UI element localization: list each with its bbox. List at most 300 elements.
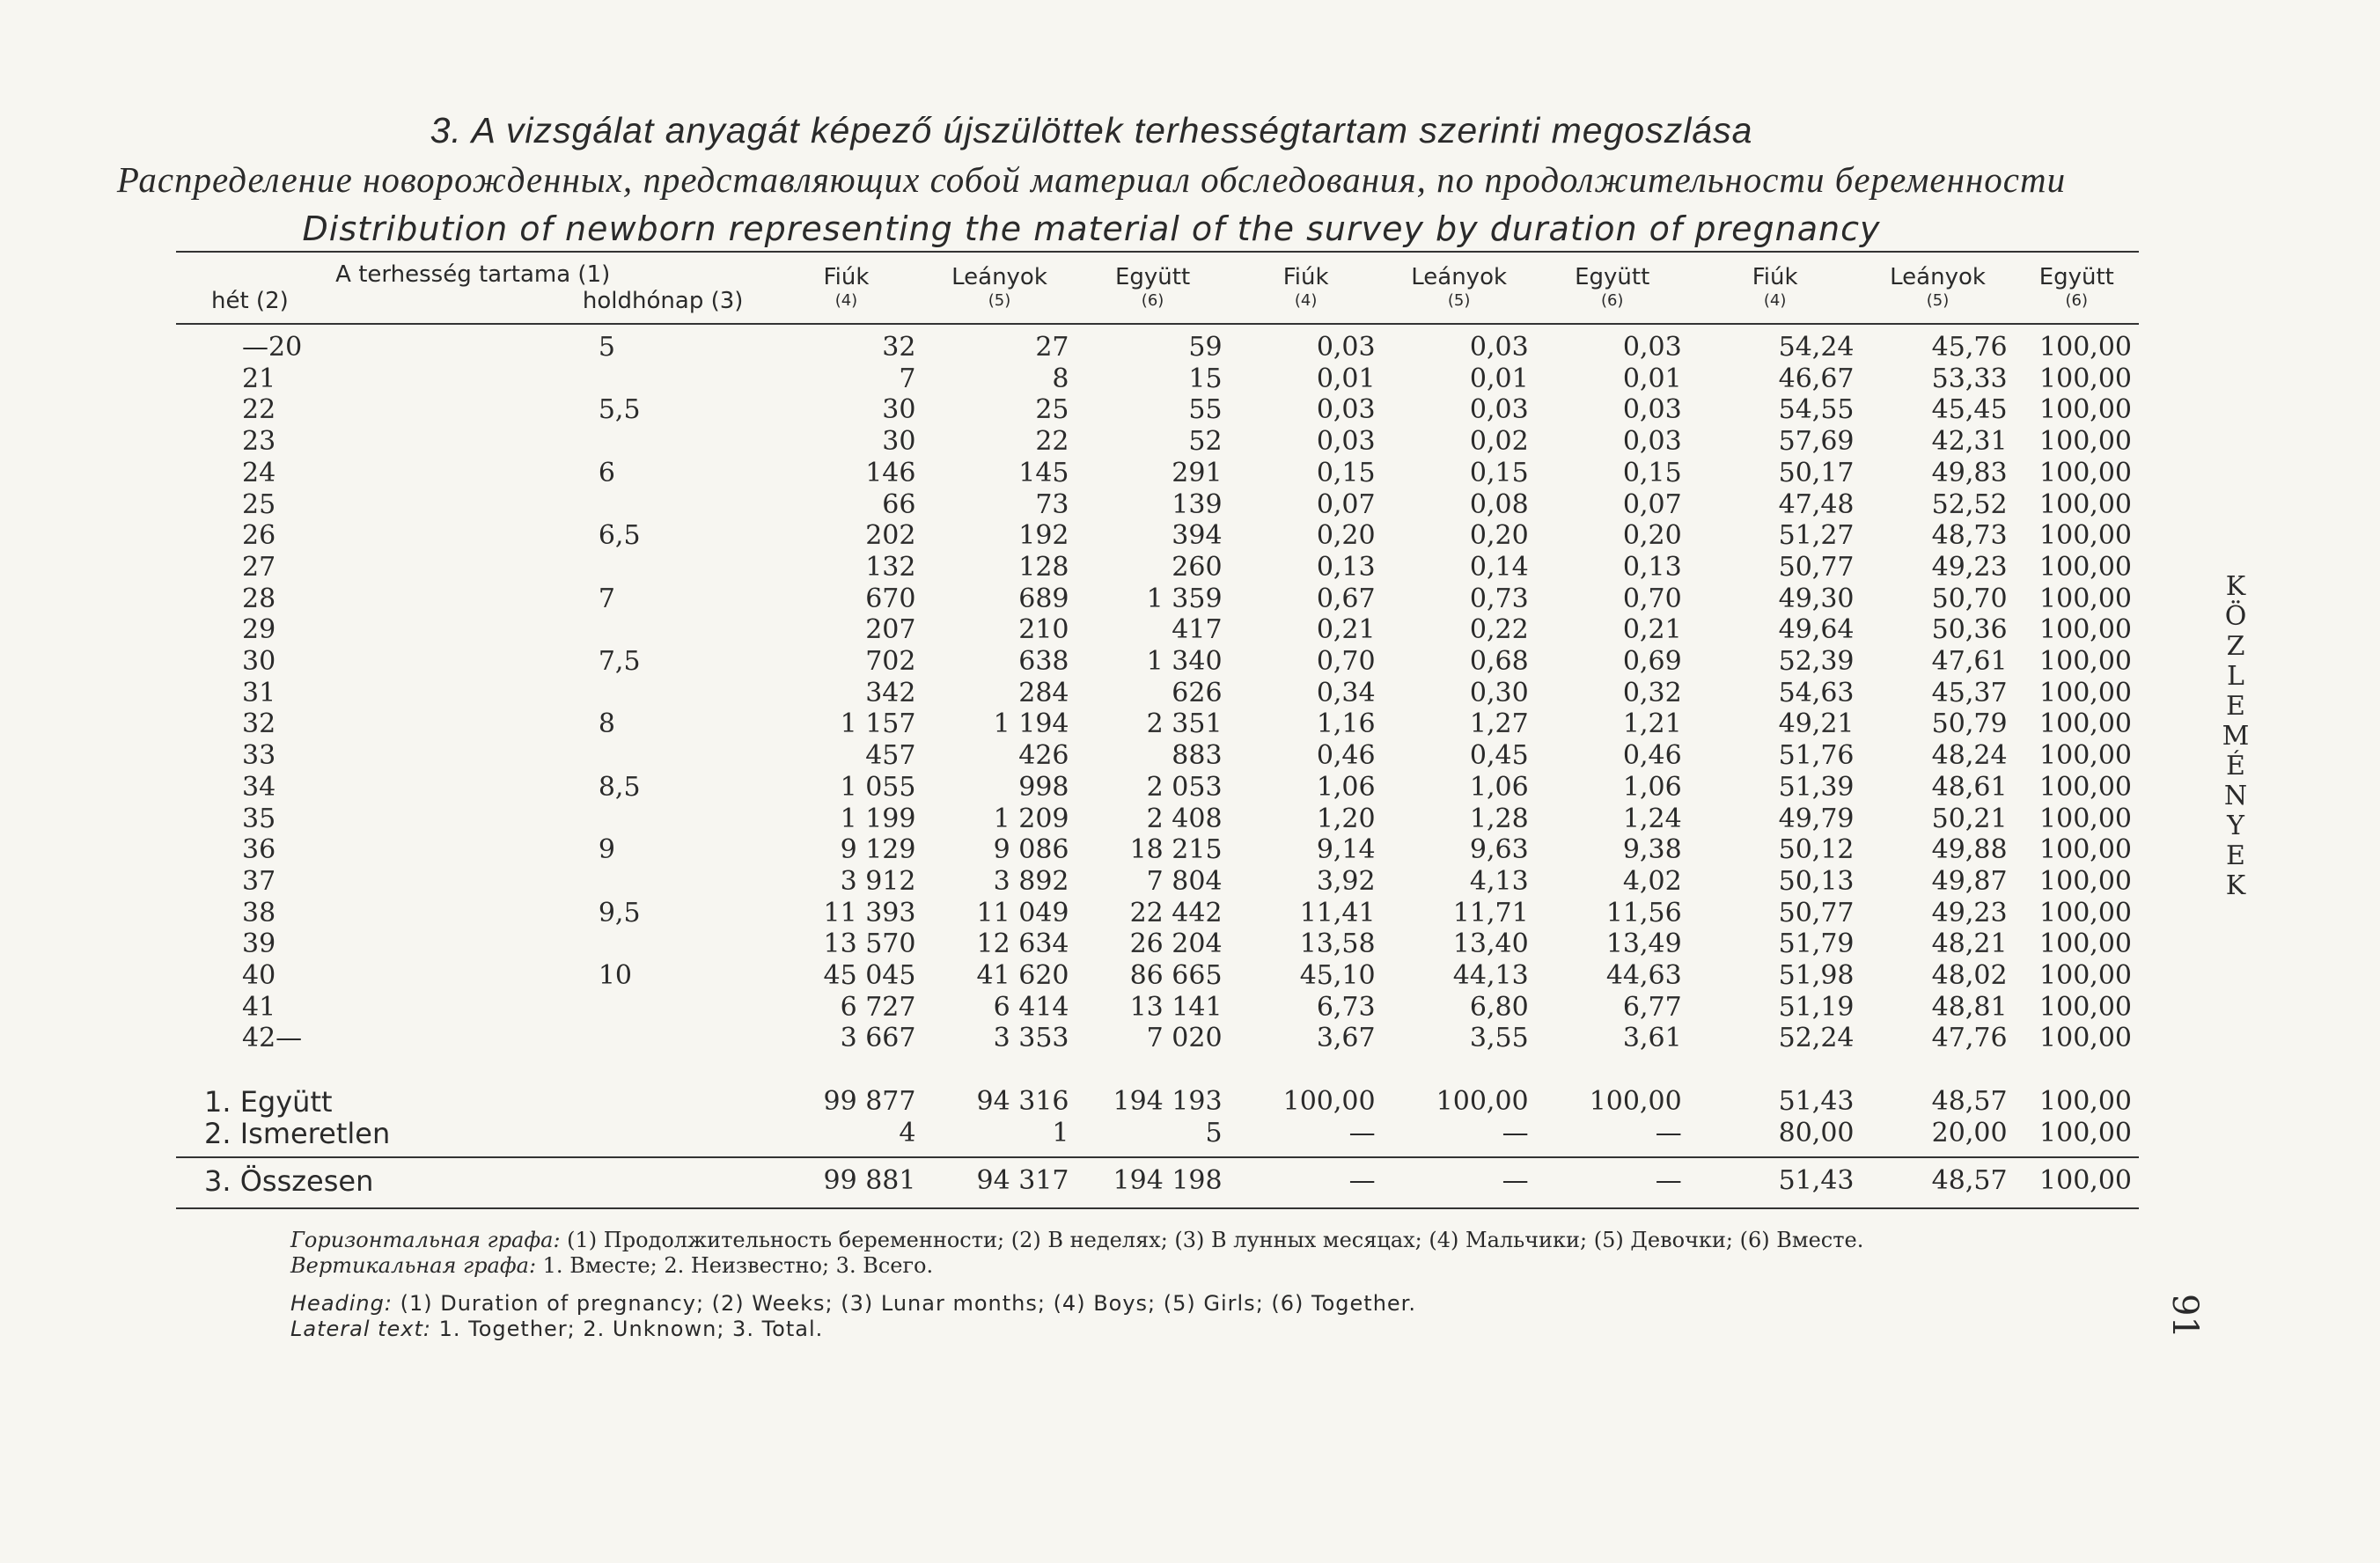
value-cell: 2 351	[1146, 708, 1223, 740]
value-cell: 27	[1035, 332, 1069, 363]
value-cell: 1,20	[1316, 803, 1376, 834]
month-cell	[502, 992, 770, 1024]
week-cell: 34	[242, 771, 276, 803]
value-cell: 9 129	[840, 834, 916, 866]
value-cell: 9,63	[1469, 834, 1529, 866]
table-row	[176, 960, 2139, 992]
value-cell: 1 194	[993, 708, 1069, 740]
value-cell: 11,71	[1452, 897, 1529, 928]
value-cell: 426	[1018, 740, 1069, 772]
total-row	[176, 1118, 2139, 1149]
value-cell: 0,08	[1469, 488, 1529, 520]
value-cell: 702	[865, 646, 916, 678]
value-cell: 50,79	[1931, 708, 2008, 740]
month-cell: 6,5	[598, 520, 641, 552]
value-cell: 3,61	[1622, 1023, 1682, 1054]
value-cell: 50,17	[1778, 457, 1855, 488]
value-cell: 51,43	[1778, 1086, 1855, 1118]
value-cell: 1,28	[1469, 803, 1529, 834]
footnotes	[290, 1228, 1863, 1342]
value-cell: 0,21	[1316, 614, 1376, 646]
title-russian: Распределение новорожденных, представляющих собой материал обследования, по продолжительности беременности	[116, 159, 2067, 200]
table-titles	[0, 106, 2183, 253]
week-cell: 30	[242, 646, 276, 678]
table-row	[176, 708, 2139, 740]
value-cell: 0,03	[1316, 332, 1376, 363]
note-ru-heading: Горизонтальная графа: (1) Продолжительность беременности; (2) В неделях; (3) В лунных месяцах; (4) Мальчики; (5) Девочки; (6) Вместе.	[290, 1228, 1864, 1252]
value-cell: 49,64	[1778, 614, 1855, 646]
week-cell: 24	[242, 457, 276, 488]
value-cell: 80,00	[1778, 1118, 1855, 1149]
value-cell: 13,49	[1605, 928, 1682, 960]
value-cell: 1,16	[1316, 708, 1376, 740]
table-row	[176, 458, 2139, 489]
week-cell: 35	[242, 803, 276, 834]
table-grand-total	[176, 1158, 2139, 1204]
value-cell: 100,00	[2039, 583, 2132, 614]
header-month: holdhónap (3)	[582, 288, 744, 314]
value-cell: 44,63	[1605, 960, 1682, 992]
value-cell: 8	[1052, 363, 1069, 394]
value-cell: —	[1348, 1118, 1376, 1149]
value-cell: 100,00	[2039, 457, 2132, 488]
value-cell: 100,00	[2039, 1023, 2132, 1054]
title-english: Distribution of newborn representing the material of the survey by duration of pregnancy	[302, 209, 1881, 248]
value-cell: 0,01	[1469, 363, 1529, 394]
value-cell: 0,70	[1316, 646, 1376, 678]
value-cell: 0,03	[1469, 332, 1529, 363]
value-cell: 45,37	[1931, 677, 2008, 708]
week-cell: 33	[242, 740, 276, 772]
value-cell: 207	[865, 614, 916, 646]
value-cell: 0,07	[1316, 488, 1376, 520]
value-cell: 7	[899, 363, 916, 394]
week-cell: 37	[242, 865, 276, 897]
value-cell: 0,03	[1316, 394, 1376, 426]
value-cell: 57,69	[1778, 426, 1855, 458]
value-cell: 45,76	[1931, 332, 2008, 363]
value-cell: 0,30	[1469, 677, 1529, 708]
bottom-rule	[176, 1207, 2139, 1209]
value-cell: 54,24	[1778, 332, 1855, 363]
value-cell: 0,34	[1316, 677, 1376, 708]
value-cell: 49,23	[1931, 897, 2008, 928]
value-cell: 51,79	[1778, 928, 1855, 960]
table-row	[176, 363, 2139, 395]
value-cell: 883	[1172, 740, 1223, 772]
value-cell: 202	[865, 520, 916, 552]
value-cell: 47,76	[1931, 1023, 2008, 1054]
value-cell: 100,00	[1589, 1086, 1682, 1118]
value-cell: 139	[1172, 488, 1223, 520]
value-cell: 100,00	[2039, 614, 2132, 646]
week-cell: 28	[242, 583, 276, 614]
value-cell: 3 912	[840, 865, 916, 897]
value-cell: 146	[865, 457, 916, 488]
table-body	[176, 325, 2139, 1149]
value-cell: 100,00	[2039, 488, 2132, 520]
value-cell: 3,67	[1316, 1023, 1376, 1054]
value-cell: 1,27	[1469, 708, 1529, 740]
value-cell: 49,21	[1778, 708, 1855, 740]
value-cell: 6,73	[1316, 991, 1376, 1023]
value-cell: 100,00	[2039, 803, 2132, 834]
value-cell: 44,13	[1452, 960, 1529, 992]
value-cell: 100,00	[1436, 1086, 1529, 1118]
value-cell: 0,20	[1316, 520, 1376, 552]
table-row	[176, 678, 2139, 709]
value-cell: 7 020	[1146, 1023, 1223, 1054]
value-cell: 49,88	[1931, 834, 2008, 866]
value-cell: 32	[882, 332, 916, 363]
value-cell: 48,73	[1931, 520, 2008, 552]
value-cell: 47,61	[1931, 646, 2008, 678]
week-cell: 36	[242, 834, 276, 866]
value-cell: 48,57	[1931, 1086, 2008, 1118]
value-cell: 4,02	[1622, 865, 1682, 897]
value-cell: 0,01	[1622, 363, 1682, 394]
table-row	[176, 1023, 2139, 1054]
value-cell: 689	[1018, 583, 1069, 614]
value-cell: 0,15	[1469, 457, 1529, 488]
value-cell: 192	[1018, 520, 1069, 552]
value-cell: 0,01	[1316, 363, 1376, 394]
week-cell: 32	[242, 708, 276, 740]
table-row	[176, 646, 2139, 678]
week-cell: —20	[242, 332, 303, 363]
value-cell: —	[1502, 1118, 1529, 1149]
value-cell: 50,13	[1778, 865, 1855, 897]
note-en-heading: Heading: (1) Duration of pregnancy; (2) Weeks; (3) Lunar months; (4) Boys; (5) Girls; (6) Together.	[290, 1291, 1416, 1316]
value-cell: 94 316	[976, 1086, 1069, 1118]
value-cell: 284	[1018, 677, 1069, 708]
month-cell: 7	[598, 583, 615, 614]
value-cell: 194 193	[1113, 1086, 1223, 1118]
value-cell: 291	[1172, 457, 1223, 488]
value-cell: 0,32	[1622, 677, 1682, 708]
value-cell: 0,68	[1469, 646, 1529, 678]
note-ru-lateral: Вертикальная графа: 1. Вместе; 2. Неизвестно; 3. Всего.	[290, 1253, 934, 1278]
value-cell: 0,03	[1622, 394, 1682, 426]
value-cell: 100,00	[2039, 520, 2132, 552]
value-cell: 0,15	[1622, 457, 1682, 488]
value-cell: 49,79	[1778, 803, 1855, 834]
value-cell: 3,92	[1316, 865, 1376, 897]
week-cell: 22	[242, 394, 276, 426]
value-cell: 50,77	[1778, 551, 1855, 583]
value-cell: 457	[865, 740, 916, 772]
value-cell: 45,10	[1299, 960, 1376, 992]
table-row	[176, 772, 2139, 804]
header-duration: A terhesség tartama (1) hét (2) holdhónap (3)	[211, 261, 744, 314]
value-cell: 0,07	[1622, 488, 1682, 520]
value-cell: 9,38	[1622, 834, 1682, 866]
week-cell: 23	[242, 426, 276, 458]
header-girls-pct: Leányok (5)	[1411, 264, 1508, 310]
month-cell	[502, 866, 770, 898]
value-cell: 100,00	[2039, 677, 2132, 708]
value-cell: 100,00	[2039, 771, 2132, 803]
value-cell: 3 892	[993, 865, 1069, 897]
value-cell: 47,48	[1778, 488, 1855, 520]
value-cell: 51,76	[1778, 740, 1855, 772]
value-cell: 4	[899, 1118, 916, 1149]
value-cell: 73	[1035, 488, 1069, 520]
value-cell: 50,12	[1778, 834, 1855, 866]
value-cell: 100,00	[2039, 928, 2132, 960]
week-cell: 29	[242, 614, 276, 646]
month-cell	[502, 1023, 770, 1054]
value-cell: 53,33	[1931, 363, 2008, 394]
header-boys-share: Fiúk (4)	[1752, 264, 1798, 310]
value-cell: 9,14	[1316, 834, 1376, 866]
value-cell: 100,00	[2039, 551, 2132, 583]
value-cell: 49,83	[1931, 457, 2008, 488]
value-cell: 42,31	[1931, 426, 2008, 458]
value-cell: 50,21	[1931, 803, 2008, 834]
title-hungarian: 3. A vizsgálat anyagát képező újszülöttek terhességtartam szerinti megoszlása	[430, 110, 1753, 150]
table-row	[176, 804, 2139, 835]
value-cell: 11 049	[976, 897, 1069, 928]
value-cell: 260	[1172, 551, 1223, 583]
value-cell: 6,77	[1622, 991, 1682, 1023]
week-cell: 42—	[242, 1023, 303, 1054]
week-cell: 25	[242, 488, 276, 520]
value-cell: 100,00	[2039, 1086, 2132, 1118]
month-cell: 9	[598, 834, 615, 866]
value-cell: 626	[1172, 677, 1223, 708]
value-cell: 0,70	[1622, 583, 1682, 614]
table-row	[176, 866, 2139, 898]
value-cell: 45,45	[1931, 394, 2008, 426]
value-cell: 0,03	[1316, 426, 1376, 458]
header-together-pct: Együtt (6)	[1575, 264, 1650, 310]
value-cell: 100,00	[2039, 834, 2132, 866]
value-cell: 0,21	[1622, 614, 1682, 646]
week-cell: 38	[242, 897, 276, 928]
value-cell: 18 215	[1129, 834, 1223, 866]
value-cell: 11,41	[1299, 897, 1376, 928]
section-label-vertical: K Ö Z L E M É N Y E K	[2222, 571, 2250, 901]
month-cell	[502, 426, 770, 458]
table-row	[176, 992, 2139, 1024]
value-cell: 0,69	[1622, 646, 1682, 678]
header-boys-pct: Fiúk (4)	[1282, 264, 1329, 310]
value-cell: 30	[882, 394, 916, 426]
month-cell	[502, 928, 770, 960]
value-cell: 1	[1052, 1118, 1069, 1149]
week-cell: 27	[242, 551, 276, 583]
week-cell: 26	[242, 520, 276, 552]
value-cell: 1 209	[993, 803, 1069, 834]
value-cell: 49,23	[1931, 551, 2008, 583]
value-cell: 1 359	[1146, 583, 1223, 614]
value-cell: 417	[1172, 614, 1223, 646]
distribution-table	[176, 251, 2139, 1209]
value-cell: 100,00	[2039, 991, 2132, 1023]
value-cell: 9 086	[993, 834, 1069, 866]
value-cell: 100,00	[2039, 740, 2132, 772]
value-cell: 3 353	[993, 1023, 1069, 1054]
value-cell: 11,56	[1605, 897, 1682, 928]
value-cell: 12 634	[976, 928, 1069, 960]
value-cell: 59	[1188, 332, 1223, 363]
value-cell: 1,21	[1622, 708, 1682, 740]
week-cell: 39	[242, 928, 276, 960]
value-cell: 22	[1035, 426, 1069, 458]
value-cell: 51,98	[1778, 960, 1855, 992]
table-row	[176, 740, 2139, 772]
value-cell: 670	[865, 583, 916, 614]
value-cell: 100,00	[2039, 646, 2132, 678]
month-cell	[502, 740, 770, 772]
value-cell: 0,02	[1469, 426, 1529, 458]
value-cell: 48,02	[1931, 960, 2008, 992]
value-cell: 51,19	[1778, 991, 1855, 1023]
value-cell: 100,00	[2039, 960, 2132, 992]
value-cell: 2 408	[1146, 803, 1223, 834]
value-cell: 26 204	[1129, 928, 1223, 960]
month-cell	[502, 552, 770, 583]
value-cell: 7 804	[1146, 865, 1223, 897]
value-cell: 0,46	[1622, 740, 1682, 772]
value-cell: 0,46	[1316, 740, 1376, 772]
week-cell: 31	[242, 677, 276, 708]
value-cell: 1,06	[1469, 771, 1529, 803]
value-cell: 210	[1018, 614, 1069, 646]
grand-total-row: 3. Összesen 99 881 94 317 194 198 — — — 51,43 48,57 100,00	[176, 1158, 2139, 1204]
value-cell: 100,00	[2039, 426, 2132, 458]
value-cell: 52	[1188, 426, 1223, 458]
value-cell: 0,20	[1622, 520, 1682, 552]
value-cell: 0,22	[1469, 614, 1529, 646]
value-cell: 41 620	[976, 960, 1069, 992]
month-cell	[502, 678, 770, 709]
value-cell: 99 877	[823, 1086, 916, 1118]
value-cell: 48,61	[1931, 771, 2008, 803]
table-row	[176, 489, 2139, 521]
value-cell: 0,03	[1622, 332, 1682, 363]
value-cell: 48,81	[1931, 991, 2008, 1023]
header-girls-share: Leányok (5)	[1890, 264, 1986, 310]
value-cell: 100,00	[2039, 332, 2132, 363]
value-cell: 638	[1018, 646, 1069, 678]
table-row	[176, 583, 2139, 615]
value-cell: 45 045	[823, 960, 916, 992]
value-cell: 51,39	[1778, 771, 1855, 803]
value-cell: 52,24	[1778, 1023, 1855, 1054]
month-cell: 5	[598, 332, 615, 363]
value-cell: 128	[1018, 551, 1069, 583]
value-cell: 145	[1018, 457, 1069, 488]
value-cell: 13 570	[823, 928, 916, 960]
value-cell: 6 414	[993, 991, 1069, 1023]
value-cell: 1 199	[840, 803, 916, 834]
row-label: 1. Együtt	[204, 1085, 333, 1119]
value-cell: 11 393	[823, 897, 916, 928]
header-week: hét (2)	[211, 288, 289, 314]
value-cell: 52,39	[1778, 646, 1855, 678]
page-number: 91	[2164, 1294, 2205, 1339]
month-cell	[502, 363, 770, 395]
value-cell: 13 141	[1129, 991, 1223, 1023]
value-cell: 0,73	[1469, 583, 1529, 614]
value-cell: 100,00	[2039, 394, 2132, 426]
month-cell: 9,5	[598, 897, 641, 928]
table-row	[176, 325, 2139, 363]
table-row	[176, 426, 2139, 458]
value-cell: 6,80	[1469, 991, 1529, 1023]
total-row	[176, 1086, 2139, 1118]
value-cell: 54,55	[1778, 394, 1855, 426]
value-cell: 51,27	[1778, 520, 1855, 552]
value-cell: 50,70	[1931, 583, 2008, 614]
value-cell: 100,00	[2039, 708, 2132, 740]
header-together-count: Együtt (6)	[1114, 264, 1191, 310]
value-cell: 100,00	[2039, 1118, 2132, 1149]
value-cell: 1 055	[840, 771, 916, 803]
value-cell: 13,40	[1452, 928, 1529, 960]
value-cell: 100,00	[2039, 363, 2132, 394]
value-cell: 52,52	[1931, 488, 2008, 520]
week-cell: 21	[242, 363, 276, 394]
value-cell: 100,00	[1282, 1086, 1376, 1118]
month-cell: 6	[598, 457, 615, 488]
value-cell: 48,21	[1931, 928, 2008, 960]
value-cell: 342	[865, 677, 916, 708]
value-cell: 4,13	[1469, 865, 1529, 897]
value-cell: 6 727	[840, 991, 916, 1023]
value-cell: 54,63	[1778, 677, 1855, 708]
value-cell: 1,24	[1622, 803, 1682, 834]
week-cell: 40	[242, 960, 276, 992]
value-cell: 25	[1035, 394, 1069, 426]
value-cell: 66	[882, 488, 916, 520]
value-cell: 1 340	[1146, 646, 1223, 678]
note-en-lateral: Lateral text: 1. Together; 2. Unknown; 3. Total.	[290, 1317, 824, 1341]
row-label: 3. Összesen	[204, 1164, 374, 1199]
table-row	[176, 928, 2139, 960]
row-label: 2. Ismeretlen	[204, 1117, 391, 1151]
value-cell: 15	[1188, 363, 1223, 394]
value-cell: 1,06	[1622, 771, 1682, 803]
value-cell: 0,20	[1469, 520, 1529, 552]
table-row	[176, 898, 2139, 929]
value-cell: 0,13	[1622, 551, 1682, 583]
value-cell: 49,30	[1778, 583, 1855, 614]
value-cell: 55	[1188, 394, 1223, 426]
value-cell: 48,24	[1931, 740, 2008, 772]
value-cell: 2 053	[1146, 771, 1223, 803]
value-cell: 30	[882, 426, 916, 458]
month-cell: 10	[598, 960, 633, 992]
value-cell: 132	[865, 551, 916, 583]
value-cell: 13,58	[1299, 928, 1376, 960]
table-row	[176, 614, 2139, 646]
value-cell: 0,13	[1316, 551, 1376, 583]
month-cell: 8,5	[598, 771, 641, 803]
table-row	[176, 394, 2139, 426]
value-cell: 100,00	[2039, 897, 2132, 928]
value-cell: 86 665	[1129, 960, 1223, 992]
header-boys-count: Fiúk (4)	[823, 264, 870, 310]
value-cell: 0,14	[1469, 551, 1529, 583]
value-cell: 0,15	[1316, 457, 1376, 488]
header-together-share: Együtt (6)	[2038, 264, 2114, 310]
month-cell	[502, 804, 770, 835]
value-cell: 998	[1018, 771, 1069, 803]
table-row	[176, 552, 2139, 583]
